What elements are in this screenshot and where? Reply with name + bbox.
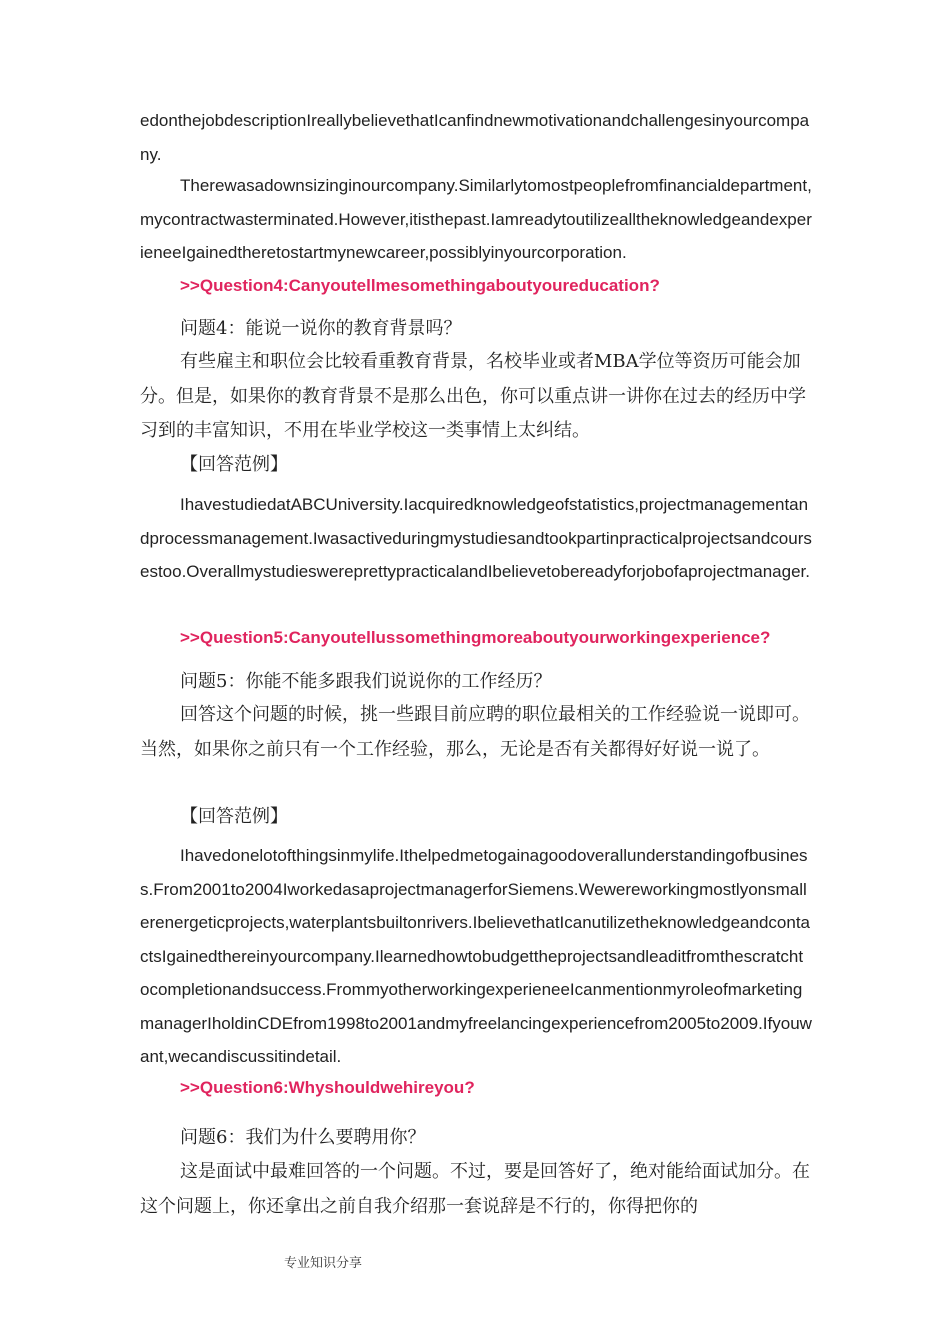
question-5-description: 回答这个问题的时候，挑一些跟目前应聘的职位最相关的工作经验说一说即可。当然，如果你之前只有一个工作经验，那么，无论是否有关都得好好说一说了。 bbox=[140, 704, 810, 760]
question-5-sample-label: 【回答范例】 bbox=[180, 806, 288, 827]
question-4-description: 有些雇主和职位会比较看重教育背景，名校毕业或者MBA学位等资历可能会加分。但是，如果你的教育背景不是那么出色，你可以重点讲一讲你在过去的经历中学习到的丰富知识，不用在毕业学校这一类事情上太纠结。 bbox=[140, 351, 806, 441]
paragraph-intro-tail: edonthejobdescriptionIreallybelievethatIcanfindnewmotivationandchallengesinyourcompany. bbox=[140, 111, 810, 164]
question-4-answer: IhavestudiedatABCUniversity.Iacquiredknowledgeofstatistics,projectmanagementandprocessmanagement.Iwasactiveduringmystudiesandtookpartinpracticalprojectsandcoursestoo.OverallmystudieswereprettypracticalandIbelievetobereadyforjobofaprojectmanager. bbox=[140, 495, 812, 581]
paragraph-downsizing: Therewasadownsizinginourcompany.Similarlytomostpeoplefromfinancialdepartment,mycontractwasterminated.However,itisthepast.IamreadytoutilizealltheknowledgeandexperieneeIgainedtheretostartmynewcareer,possiblyinyourcorporation. bbox=[140, 176, 812, 262]
question-5-answer: Ihavedonelotofthingsinmylife.Ithelpedmetogainagoodoverallunderstandingofbusiness.From2001to2004IworkedasaprojectmanagerforSiemens.Wewereworkingmostlyonsmallerenergeticprojects,waterplantsbuiltonrivers.IbelievethatIcanutilizetheknowledgeandcontactsIgainedthereinyourcompany.Ilearnedhowtobudgettheprojectsandleaditfromthescratchtocompletionandsuccess.FrommyotherworkingexperieneeIcanmentionmyroleofmarketingmanagerIholdinCDEfrom1998to2001andmyfreelancingexperiencefrom2005to2009.Ifyouwant,wecandiscussitindetail. bbox=[140, 846, 812, 1066]
question-6-description: 这是面试中最难回答的一个问题。不过，要是回答好了，绝对能给面试加分。在这个问题上，你还拿出之前自我介绍那一套说辞是不行的，你得把你的 bbox=[140, 1161, 810, 1217]
page-footer: 专业知识分享 bbox=[284, 1256, 363, 1271]
question-6-heading-cn: 问题6：我们为什么要聘用你？ bbox=[180, 1127, 426, 1148]
question-6-title: >>Question6:Whyshouldwehireyou? bbox=[180, 1078, 475, 1097]
question-4-sample-label: 【回答范例】 bbox=[180, 454, 288, 475]
question-4-heading-cn: 问题4：能说一说你的教育背景吗？ bbox=[180, 318, 462, 339]
question-4-title: >>Question4:Canyoutellmesomethingaboutyoureducation? bbox=[180, 276, 660, 295]
question-5-title: >>Question5:Canyoutellussomethingmoreaboutyourworkingexperience? bbox=[180, 628, 771, 647]
question-5-heading-cn: 问题5：你能不能多跟我们说说你的工作经历？ bbox=[180, 671, 552, 692]
